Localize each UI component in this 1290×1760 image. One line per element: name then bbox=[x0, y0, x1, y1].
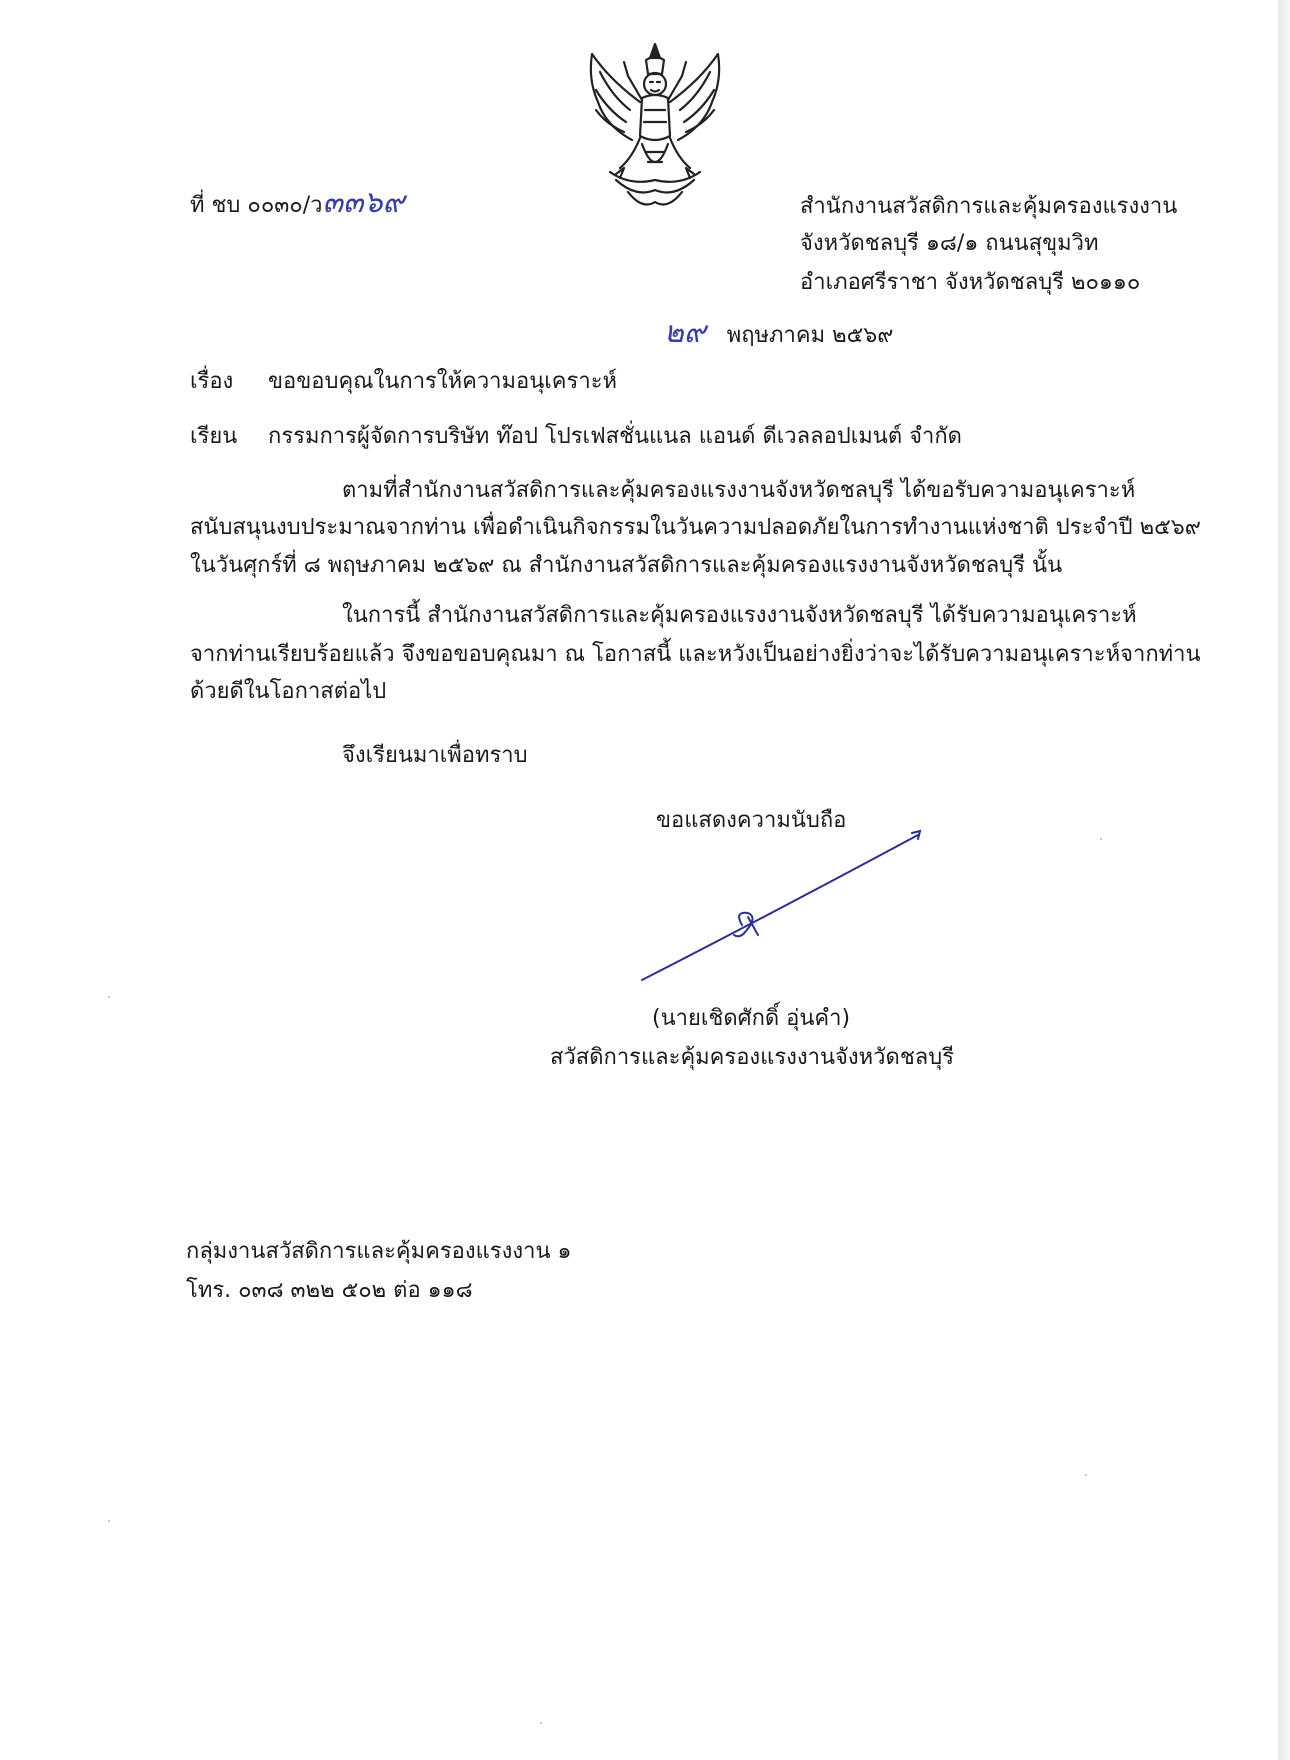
date-month-year: พฤษภาคม ๒๕๖๙ bbox=[726, 323, 894, 348]
date-day-handwritten: ๒๙ bbox=[664, 315, 706, 350]
signatory-position: สวัสดิการและคุ้มครองแรงงานจังหวัดชลบุรี bbox=[550, 1045, 955, 1070]
salutation: ขอแสดงความนับถือ bbox=[656, 808, 847, 833]
scan-speck bbox=[108, 996, 110, 998]
scan-speck bbox=[540, 1722, 542, 1724]
paragraph-2-line-1: ในการนี้ สำนักงานสวัสดิการและคุ้มครองแรงงานจังหวัดชลบุรี ได้รับความอนุเคราะห์ bbox=[342, 603, 1137, 628]
paragraph-2-line-3: ด้วยดีในโอกาสต่อไป bbox=[190, 679, 387, 704]
agency-address-line1: จังหวัดชลบุรี ๑๘/๑ ถนนสุขุมวิท bbox=[800, 231, 1099, 256]
subject-text: ขอขอบคุณในการให้ความอนุเคราะห์ bbox=[268, 369, 618, 394]
footer-department: กลุ่มงานสวัสดิการและคุ้มครองแรงงาน ๑ bbox=[186, 1239, 572, 1264]
subject-label: เรื่อง bbox=[190, 369, 234, 394]
paragraph-1-line-1: ตามที่สำนักงานสวัสดิการและคุ้มครองแรงงานจังหวัดชลบุรี ได้ขอรับความอนุเคราะห์ bbox=[342, 478, 1136, 503]
agency-name: สำนักงานสวัสดิการและคุ้มครองแรงงาน bbox=[800, 194, 1178, 219]
reference-handwritten: ๓๓๖๙ bbox=[322, 185, 405, 220]
paragraph-2-line-2: จากท่านเรียบร้อยแล้ว จึงขอขอบคุณมา ณ โอกาสนี้ และหวังเป็นอย่างยิ่งว่าจะได้รับความอนุเคราะห์จากท่าน bbox=[190, 642, 1201, 667]
handwritten-signature bbox=[630, 825, 930, 995]
paragraph-1-line-2: สนับสนุนงบประมาณจากท่าน เพื่อดำเนินกิจกรรมในวันความปลอดภัยในการทำงานแห่งชาติ ประจำปี ๒๕๖๙ bbox=[190, 515, 1201, 540]
garuda-emblem bbox=[580, 40, 730, 218]
reference-number bbox=[190, 185, 405, 221]
scan-speck bbox=[1100, 838, 1102, 840]
footer-phone: โทร. ๐๓๘ ๓๒๒ ๕๐๒ ต่อ ๑๑๘ bbox=[186, 1278, 473, 1303]
scan-speck bbox=[108, 1520, 110, 1522]
signatory-name: (นายเชิดศักดิ์ อุ่นคำ) bbox=[652, 1006, 851, 1031]
paragraph-1-line-3: ในวันศุกร์ที่ ๘ พฤษภาคม ๒๕๖๙ ณ สำนักงานสวัสดิการและคุ้มครองแรงงานจังหวัดชลบุรี นั้น bbox=[190, 553, 1063, 578]
agency-address-line2: อำเภอศรีราชา จังหวัดชลบุรี ๒๐๑๑๐ bbox=[800, 270, 1141, 295]
closing-request: จึงเรียนมาเพื่อทราบ bbox=[342, 743, 528, 768]
scan-speck bbox=[1085, 1474, 1087, 1476]
letter-date bbox=[664, 315, 894, 351]
recipient-text: กรรมการผู้จัดการบริษัท ท๊อป โปรเฟสชั่นแนล แอนด์ ดีเวลลอปเมนต์ จำกัด bbox=[268, 424, 962, 449]
page-edge-shadow bbox=[1278, 0, 1290, 1760]
recipient-label: เรียน bbox=[190, 424, 238, 449]
reference-prefix: ที่ ชบ ๐๐๓๐/ว bbox=[190, 193, 323, 218]
